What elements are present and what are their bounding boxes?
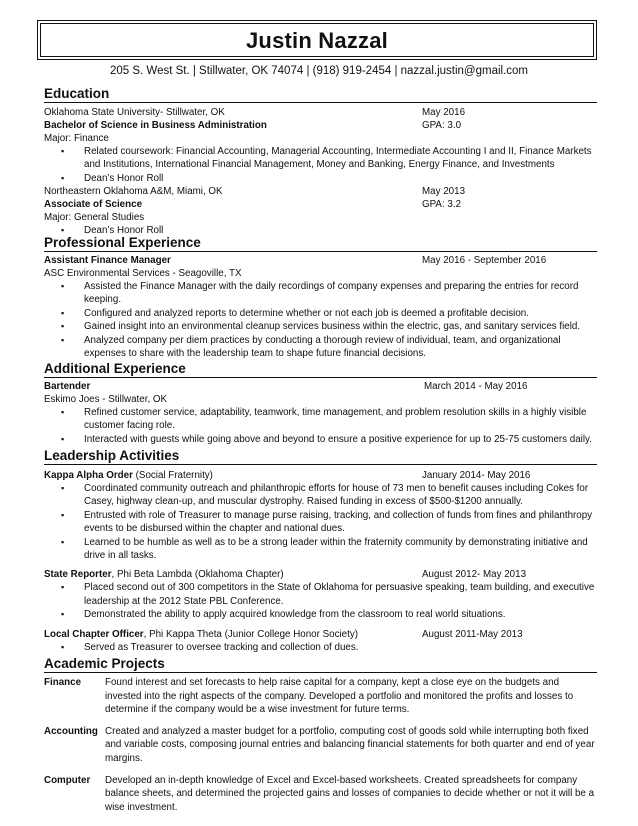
major: Major: General Studies <box>44 212 145 224</box>
school-date: May 2016 <box>422 107 466 118</box>
bullet-item: ▪ Interacted with guests while going above and beyond to ensure a positive experience for up to 25-75 customers daily. <box>44 433 597 446</box>
additional-section <box>44 361 597 446</box>
bullet-item: ▪ Related coursework: Financial Accounting, Managerial Accounting, Intermediate Accounting I and II, Finance Markets and Institutions, International Financial Management, Money and Banking, Energy Finance, and Investments <box>44 145 597 172</box>
bullet-item: ▪ Learned to be humble as well as to be a strong leader within the fraternity community by demonstrating initiative and drive in all tasks. <box>44 536 597 563</box>
bullet-item: ▪ Gained insight into an environmental cleanup services business within the electric, gas, and sanitary services field. <box>44 320 597 333</box>
bullet-item: ▪ Served as Treasurer to oversee tracking and collection of dues. <box>44 641 597 654</box>
gpa: GPA: 3.0 <box>422 120 462 131</box>
bullet-item: ▪ Refined customer service, adaptability, teamwork, time management, and problem resolution skills in a highly visible customer facing role. <box>44 406 597 433</box>
role-org: , Phi Beta Lambda (Oklahoma Chapter) <box>111 569 284 581</box>
project-text: Found interest and set forecasts to help raise capital for a company, kept a close eye on the budgets and invested into the right aspects of the company. Developed a portfolio and monitored the profits and losses to determine if the company would be a wise investment for future terms. <box>105 677 574 716</box>
contact-line: 205 S. West St. | Stillwater, OK 74074 | (918) 919-2454 | nazzal.justin@gmail.com <box>109 65 528 77</box>
role: Local Chapter Officer <box>44 628 144 640</box>
role-line <box>44 254 597 267</box>
bullet-item: ▪ Configured and analyzed reports to determine whether or not each job is deemed a profitable decision. <box>44 307 597 320</box>
role-line <box>44 568 597 581</box>
applicant-name: Justin Nazzal <box>246 28 388 53</box>
section-title: Additional Experience <box>44 361 597 378</box>
role-date: May 2016 - September 2016 <box>422 255 547 266</box>
section-title: Education <box>44 86 597 103</box>
school-name: Oklahoma State University- Stillwater, OK <box>44 107 225 118</box>
bullet-item: ▪ Dean’s Honor Roll <box>44 172 597 185</box>
projects-section <box>44 656 597 814</box>
role-line <box>44 380 597 393</box>
project-row <box>44 676 597 717</box>
degree-line <box>44 198 597 211</box>
project-label: Finance <box>44 677 82 688</box>
project-text: Created and analyzed a master budget for a portfolio, computing cost of goods sold while interrupting both fixed and variable costs, composing journal entries and balancing financial statements for both quarter and end of year margins. <box>105 725 595 764</box>
section-title: Professional Experience <box>44 235 597 252</box>
project-label: Computer <box>44 774 91 786</box>
gpa: GPA: 3.2 <box>422 199 462 211</box>
professional-section <box>44 235 597 360</box>
section-title: Leadership Activities <box>44 448 597 465</box>
role-org: (Social Fraternity) <box>132 470 213 481</box>
section-title: Academic Projects <box>44 656 597 673</box>
leadership-section <box>44 448 597 654</box>
bullet-item: ▪ Assisted the Finance Manager with the daily recordings of company expenses and preparing the entries for record keeping. <box>44 280 597 307</box>
bullet-item: ▪ Entrusted with role of Treasurer to manage purse raising, tracking, and collection of funds from fines and philanthropy events to be disbursed within the chapter and national dues. <box>44 509 597 536</box>
project-text: Developed an in-depth knowledge of Excel and Excel-based worksheets. Created spreadsheets for company balance sheets, and determined the projected gains and losses of companies to decide whether or not it will be a wise investment. <box>105 774 595 813</box>
role-date: March 2014 - May 2016 <box>424 381 528 392</box>
degree: Bachelor of Science in Business Administration <box>44 120 267 131</box>
role-date: January 2014- May 2016 <box>422 470 531 481</box>
school-line <box>44 185 597 198</box>
organization: Eskimo Joes - Stillwater, OK <box>44 394 168 405</box>
role-date: August 2012- May 2013 <box>422 569 527 581</box>
role-line <box>44 469 597 482</box>
role-line <box>44 628 597 641</box>
education-section <box>44 86 597 238</box>
organization: ASC Environmental Services - Seagoville, TX <box>44 268 242 279</box>
bullet-item: ▪ Coordinated community outreach and philanthropic efforts for house of 73 men to benefit causes including Cokes for Casey, highway clean-up, and muscular dystrophy. Raised funding in excess of $500-$1200 annually. <box>44 482 597 509</box>
role: Kappa Alpha Order <box>44 470 133 481</box>
role-org: , Phi Kappa Theta (Junior College Honor Society) <box>143 628 359 640</box>
bullet-item: ▪ Dean’s Honor Roll <box>44 224 597 237</box>
school-date: May 2013 <box>422 186 466 198</box>
project-row <box>44 774 597 815</box>
role: Bartender <box>44 381 91 392</box>
degree: Associate of Science <box>44 199 143 211</box>
school-line <box>44 106 597 119</box>
role: Assistant Finance Manager <box>44 255 171 266</box>
role-date: August 2011-May 2013 <box>422 628 523 640</box>
school-name: Northeastern Oklahoma A&M, Miami, OK <box>44 186 223 198</box>
major: Major: Finance <box>44 133 109 144</box>
bullet-item: ▪ Placed second out of 300 competitors in the State of Oklahoma for persuasive speaking, team building, and executive leadership at the 2012 State PBL Conference. <box>44 581 597 608</box>
degree-line <box>44 119 597 132</box>
role: State Reporter <box>44 569 112 581</box>
bullet-item: ▪ Demonstrated the ability to apply acquired knowledge from the classroom to real world situations. <box>44 608 597 621</box>
bullet-item: ▪ Analyzed company per diem practices by conducting a thorough review of individual, team, and organizational expenses to share with the leadership team to shape future financial decisions. <box>44 334 597 361</box>
project-row <box>44 725 597 766</box>
project-label: Accounting <box>44 725 98 737</box>
